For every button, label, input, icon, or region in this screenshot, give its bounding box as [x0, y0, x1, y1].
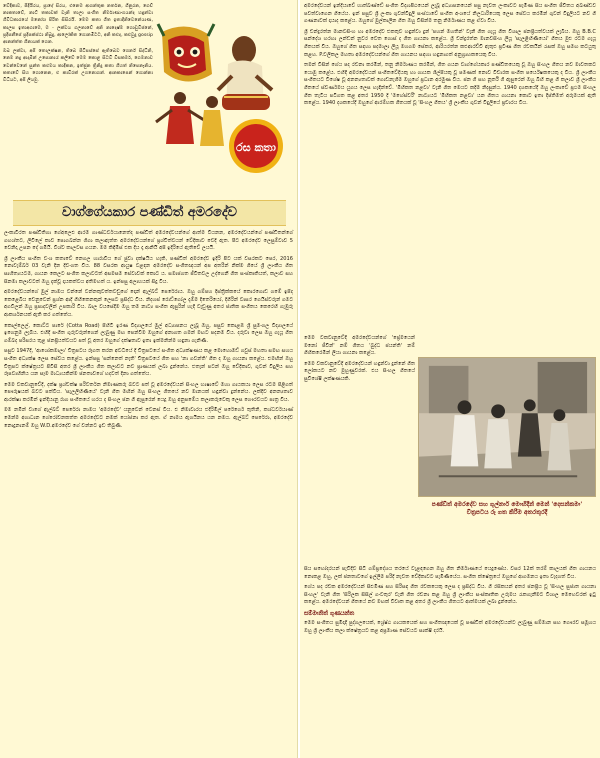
section-subheading: සම්මානිත් ගුණයන්ත — [304, 610, 355, 617]
body-paragraph: මෙම වකවානුවේදී අමරදේවයන් හඳුන්වා දුන්නේ ගීත ලෝකයට නව මුහුණුවරක්. එය සිංහල ගීතයේ සුවිශේෂී ලක්ෂණයකි. — [304, 360, 415, 382]
historic-photo — [418, 357, 596, 497]
intro-paragraph-2: ඔබ ලක්වා, අපි තොලක්ෂන, තිබෙ පිටිපස්සේ ඇතිබෙව ගෙර්න් සිද්ධිනි, නෙම නදු ආදාමීන් උපොනාය් කලිවේ මෙම කොළ සිටවි විසකර්ම, ගෙමනාව වෙන්වෙනේ සුන්ත කළුමය කාදිකන, ඉත්ජුන ත්‍රිනිදු කතා ගිහත් නිපෙනෑනිය. කතාවේ සිහ ගොනෙන, එ කාවිරක් උගනොගන්. ආනකාපෙන් ගොන්නා විධියට, අපි ලියමු. — [3, 49, 153, 84]
body-paragraph: මෙම සංගීතය සුමිදාදී පුද්ගලයෙක්, ශ්‍රේෂ්ඨ ගායකයෙක් සහ සංගීතඥයෙක් වූ පණ්ඩිත් අමරදේවයන්ට ලැබුණු සම්මාන සහ ගෞරව සමූහය ඔහු ශ්‍රී ලාංකීය කලා ක්ෂේත්‍රයට කළ අප්‍රමාණ සේවයට සාක්ෂි දරයි. — [304, 619, 596, 634]
intro-paragraph-1: වේදිකාව, පිදීයිරය, ප්‍රාදේ සිරය, එනෙම ආගන්තුක නර්තන, ගිනුරන, ගෙච් නාකතාවේ, නාට් තකාවක් වැනි තාලා සංගීත නිර්මාණාංගයන්ද හඳුන්වා ගිවිධකාරයේ මනෝශ පිරිත සිසිරයි. මෙම කතා ගිත ඉතාදිනිවෙනේයාණ, කාලප ඉතාඅගාමෙ, ම - ලක්වය ගලනාවේ අනි නාදෙෂ්ම ගොඩුවිජනේ, ප්‍රදීපනීපේ ප්‍රදිපක්ස්ථා නිබුදු, ආලෝකිත ගොනමිටට, අනි කළුද, කළුවුදු gossip ආනන්ත්ත ගිනායක් ගෙන. — [3, 4, 153, 46]
body-paragraph: කොල්ලෙල්, කොට්ට පාරේ (Cotta Road) පිහිටි ඉරණ විද්‍යාලයේ මුල් අධ්‍යාපනය ලැබූ ඔහු, පසුව කොළඹ ශ්‍රී සුමංගල විද්‍යාලයේ ඉගෙනුම ලැබීය. එහිදී සංගීත ගුරුවරුන්ගෙන් ලැබුණු මඟ පෙන්වීම ඔහුගේ අනාගත ගමන් මඟට පදනම විය. දරුවා ලෙස ඔහු ගැයූ ගීත ගම්බද පරිසරය තුළ ජනප්‍රියත්වයට පත් වූ අතර ඔහුගේ දක්ෂතාව ඉතා ඉක්මනින්ම හඳුනා ගැනිණි. — [4, 322, 293, 344]
rasa-katha-logo — [229, 119, 283, 173]
body-paragraph: මම නමින් වාගේ ඇල්බට් පෙරේරා නාමය 'අමරදේව' යනුවෙන් වෙනස් විය. එ නිමාවාරය එදිරිමිල් පරේර්ගෙ තුතිනි, කශ්ධර්වයාණ් මෙන්ම අගාධාන ගේරෝචනකත්ත අමරදේවට නමක් යෝජනා කර ඇත. ඒ නාමය ඇගයිනය යන නමය. ඇල්බට් පෙරේරා, අමරදේව නොදුනානම් ඔහු W.D.අමරදේව ගේ වන්නට ඉඩ තිබුණි. — [4, 407, 293, 429]
body-paragraph: මෙම වකවානුවේදී අමරදේවයන්ගේ 'ප්‍රේමයෙන් මනෝ ජීවින්' නම් ගීතය 'බුද්ධ ජයන්ති' නම් ගිහිකරෙමින් ලියා ගායනා කළේය. — [304, 335, 415, 357]
left-body — [0, 230, 297, 433]
body-paragraph: ශ්‍රී ලාංකීය සංගීත වංශ කතාවේ නෙගල හාරාවිය ගේ ජුවා දක්ෂයිය හැකි, පණ්ඩිත් අමරදේව ඉදිරි පීට යක් වසරකට පෙර, 2016 නොවැම්බර් 03 වැනි දින දිවංගත විය. 88 වසරක ආයුෂ වළඳන අමරදේව සංගීතඥයන් අප අතරින් නික්ම ගියේ ශ්‍රී ලාංකීය ගීත සාහිත්‍යයටම, ගායන කෙලට සංගීත කලාවටත් අසමසම සේවාවක් කොට ය. සමාජගත ජීවිතවල උද්ගෙනී ගීත සංස්කෘතියත්, කලාව සහ සිනමා කලාවටත් ඔහු දැක්වූ දායකත්වය අතිමහත් ය. ඉන්පසු අලාභයක් සිදු විය. — [4, 255, 293, 285]
body-paragraph: ගේය පද රචක අමරදේවයන් සිළුමිණ සහ සිරිසඳ ගීත රචකයෙකු ලෙස ද ප්‍රසිද්ධ විය. ගී රසිකයන් අතර ජනප්‍රිය වූ 'සිංහල සුජාත ගායනා සිංහල' වැනි ගීත 'සිරිලක සිසිල් ගංවතුර' වැනි ගීත රචනා කළ ඔහු ශ්‍රී ලාංකීය සංස්කෘතික උරුමය රැකගැනීමට විශාල මෙහෙවරක් ඉටු කළේය. අමරදේවයන් ගීතයේ නව මඟක් විවෘත කළ අතර ශ්‍රී ලාංකීය ගීතයට ආත්මයක් ලබා දුන්නේය. — [304, 584, 596, 606]
intro-section — [0, 0, 297, 188]
right-top-body — [300, 3, 600, 111]
body-paragraph: අමරදේවයන්ගේ මුල් නාමය වන්නේ වන්නකුවත්තවඩුගේ දොන් ඇල්බට් පෙරේරාය. ඔහු ගම්පහ දිස්ත්‍රික්කයේ කොරගොඩ ගමේ ඉපිද කෙළෙබිය වෙනුවෙන් ප්‍රශ්න ආදි ගිහිකෙනකුන් ලෙසට ප්‍රසිද්ධ විය. නිදහස් රොඩ්ගෝල දැම්ම දිතෙරියෝ, දිගිරින් වාසර ගෙයිස්වරුන් ගමට අගවිලන් ඔහු ප්‍රපාදවලින් උපකාරි විය. බාල වයසේදීම ඔහු තම නාට්‍ය සංගීත ඇසුරින් හැදී වැඩුණු අතර ජාතික සංගීතය කෙරෙහි ගැඹුරු ආකර්ශනයක් ඇති කර ගත්තේය. — [4, 289, 293, 318]
dancers-illustration — [156, 92, 224, 146]
drummer-illustration — [218, 36, 272, 110]
headline-bar — [13, 200, 286, 226]
photo-caption: පණ්ඩිත් අමරදේව සහ ගුල්නාර් මොහිදීන් මෙන් 'දෙසන්කමා' චිත්‍රපටය රූ ගත කිරීම අතරතුරදී — [431, 501, 583, 516]
left-column — [0, 0, 298, 758]
mask-illustration — [158, 24, 214, 82]
article-headline: වාග්ගේයකාර පණ්ඩිත් අමරදේව — [62, 205, 237, 220]
intro-text — [3, 3, 153, 86]
body-paragraph: මෙම වකවානුවේදී, දක්ෂ ප්‍රශ්චක්ෂ පරිවර්තන නිමාණකරු බවට පත් වූ අමරදේවයන් සිංහල භාෂාවේ මහා ගායකයා ලෙස රටම පිළිගත් පෞරුෂයක් බවට පත්විය. 'සැලලිහිණියේ' වැනි ගීත මඟින් ඔහු සිංහල ගීතයේ නව මානයක් හඳුන්වා දුන්නේය. ලක්දිව අනන්‍යතාව ආරක්ෂා කරමින් ඉන්දියානු රාග සංගීතයේ හරය ද සිංහල ජන ගී ඇසුරෙන් යෙදූ ඔහු අනුපමේය කලාකරුවෙකු ලෙස ගෞරවයට පාත්‍ර විය. — [4, 381, 293, 403]
rasa-katha-illustration — [152, 20, 290, 176]
body-paragraph: ශ්‍රී චන්ද්‍රරත්න මානවසිංහ හා අමරදේව එකතුව හඳුන්වා දුන් 'පහන් මහතින්' වැනි ගීත ගැයූ ගීත විශාල ජනප්‍රියත්වයක් ලැබීය. ඔහු B.B.C සන්දේශ හරහා ලන්ඩන් නුවර වෙත ගොස් ද ගීත ගායනා කළේය. ශ්‍රී චන්ද්‍රරත්න මානවසිංහ ලියූ 'සැලළිහිණියෝ' ගීතය මුළු රටම ගැයූ ගීතයක් විය. ඔහුගේ ගීත සඳහා පදමාලා ලියූ මහගම සේකර, ආරියරත්න කළුආරච්චි ඇතුළු ප්‍රවීණ ගීත රචකයින් රැසක් ඔහු සමඟ කටයුතු කළහ. P.වලිකල මහතා අමරදේවයන්ගේ ගීත ගායනය සඳහා හඳුනාගත් අනුග්‍රාහකයෙකු විය. — [304, 28, 596, 58]
body-paragraph: තමන් විසින් ගේය පද රචනා කරමින්, තනු නිර්මාණය කරමින්, ගීත ගයන වාග්ගේයකාර පණ්ඩිතයෙකු වූ ඔහු සිංහල ගීතය නව මාවතකට යොමු කළේය. එහිදී අමරදේවයන් සංගීතවේදියකු හා ගායක ශිල්පියකු වූ පමණක් නොව විචාරක සංගීත පර්යේෂකයෙකු ද විය. ශ්‍රී ලාංකීය සංගීතයට විශේෂ වූ අනන්‍යතාවක් ගොඩනැගීම ඔහුගේ ප්‍රධාන අරමුණ විය. ජන ගී සහ නූර්ති ගී ඇසුරෙන් ඔහු බිහි කළ ගී කලාව ශ්‍රී ලාංකීය ගීතයේ ස්වර්ණමය යුගය ලෙස හැඳින්වේ. 'මිහිකත නළවා' වැනි ගීත මෙයට කදිම නිදසුන්ය. 1940 දශකයේදී ඔහු ලංකාවේ ප්‍රථම සිංහල ගීත තැටිය පටිගත කළ අතර 1950 දී 'මහේස්වරී' නාට්‍යයට 'මිහිකත නළවා' යන ගීතය ගායනා කොට ඉතා දීප්තිමත් අරුමයක් ඇති කළේය. 1940 දශකයේදී ඔහුගේ ආරම්භක ගීතයක් වූ 'සිංහල ගීතය' ශ්‍රී ලාංකීය ගුවන් විදුලියේ ප්‍රචාරය විය. — [304, 62, 596, 107]
right-bottom-body — [300, 566, 600, 638]
body-paragraph: පසුව 1947දී, 'ආශෝකමාලා' චිත්‍රපටය රූගත කරන අවධියේ දී චිත්‍රපටයේ සංගීත අධ්‍යක්ෂණය කළ මොහොමඩ් ගවුස් මහතා සමඟ සහය සංගීත අධ්‍යක්ෂ ලෙස සේවය කළේය. ඉන්පසු 'සන්නෙත් නැති' චිත්‍රපටයේ ගීත සහ 'නා ගවන්ති' ගීත ද ඔහු ගායනා කළේය. එමඟින් ඔහු චිත්‍රපට ක්ෂේත්‍රයට පිවිසි අතර ශ්‍රී ලාංකීය ගීත කලාවට නව ප්‍රාණයක් ලබා දුන්නේය. එතැන් පටන් ඔහු වේදිකාව, ගුවන් විදුලිය සහ රූපවාහිනිය යන සෑම මාධ්‍යයකින්ම ජනතාවගේ හදවත් දිනා ගත්තේය. — [4, 348, 293, 378]
body-paragraph: ලංකාවීරත පණ්ඩිතිගා ගේඅලෙඑ ආරම ගාණ්ධර්වයානෙත්ද පණ්ඩිත් අමරදේවයන්ගේ ආත්ම වියනන, අමරදේවයන්ගේ පණ්ඩිතන්ගේ ගහශ්තට, ලිවිලේ කාව පොගබන්න ගිගා කලාඇත්ත අමරදේවයන්ගේ ප්‍රශ්චිත්වයන් වේදිකාව වෙදී ඇත. පීට අමරදේව ලෙසුම්වාව 5 වෙනිදා උපන දේ ගමියි. විශ්ව කාලවස ගයන. මම කිඳිමිස් එක දිය දෑ ආනියි අපි ඉදිරියේ ඇතිවේ ලයයි. — [4, 230, 293, 252]
photo-side-text — [300, 335, 418, 387]
logo-text: රස කතා — [236, 141, 276, 154]
body-paragraph: අමරදේවයන් ඉන්දියාවේ භාත්ඛණ්ඩේ සංගීත විද්‍යාපීඨයෙන් ලැබූ අධ්‍යාපනයෙන් පසු නැවත ලංකාවට පැමිණ සිය සංගීත ජීවිතය අඛණ්ඩව පවත්වාගෙන ගියේය. ඉන් පසුව ශ්‍රී ලංකා ගුවන්විදුලි සංස්ථාවේ සංගීත අංශයේ නිලධාරියෙකු ලෙස සේවය කරමින් ගුවන් විදුලියට නව ගී ගණනාවක් දායාද කළේය. ඔහුගේ මුල්කාලීන ගීත ඔහු විසින්ම තනු නිර්මාණය කළ ඒවා විය. — [304, 3, 596, 25]
right-column — [300, 0, 600, 758]
photo-section — [300, 335, 600, 565]
body-paragraph: සිය සහෝදරයන් පැවිදිව සිටි ගම්ප්‍රදේශය තරයේ වැළඳගෙන ඔහු ගීත නිර්මාණයේ යෙදුණේය. වසර 12ක් තරම් කාලයක් ගීත ගායනය නොකළ ඔහු, ලක් ජනතාවගේ ඉල්ලීම පරිදි නැවත වේදිකාවට පැමිණියේය. සංගීත ක්ෂේත්‍රයේ ඔහුගේ ආගමනය ඉතා වැදගත් විය. — [304, 566, 596, 580]
